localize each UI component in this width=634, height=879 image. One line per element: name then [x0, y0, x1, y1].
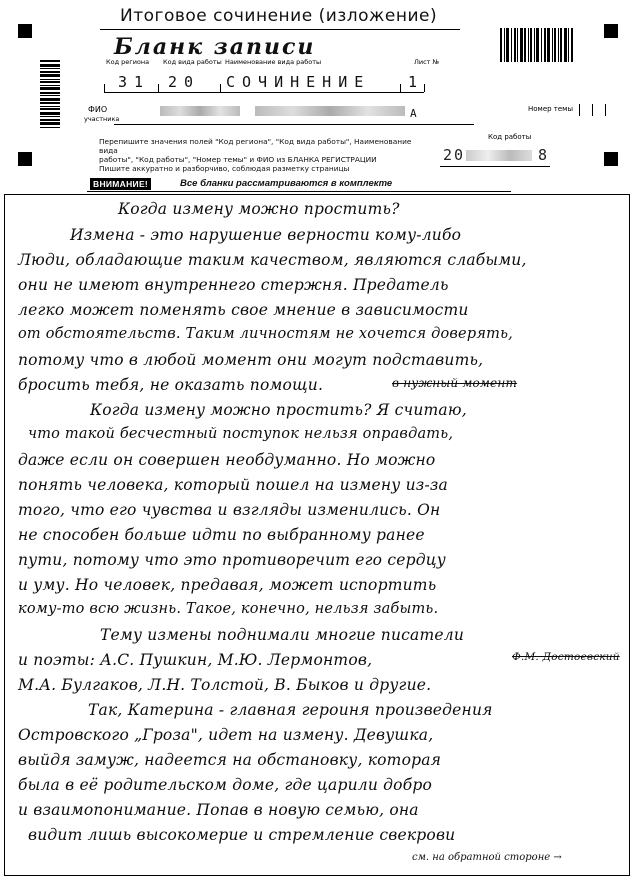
instruction-line: работы", "Код работы", "Номер темы" и ФИО из БЛАНКА РЕГИСТРАЦИИ — [99, 155, 377, 164]
essay-line: видит лишь высокомерие и стремление свекрови — [28, 826, 456, 844]
essay-line: и взаимопонимание. Попав в новую семью, она — [18, 801, 419, 819]
field-baseline — [104, 92, 424, 93]
fio-redacted — [160, 106, 240, 116]
field-separator — [104, 84, 105, 92]
corner-marker — [18, 24, 32, 38]
continuation-note: см. на обратной стороне → — [412, 852, 562, 863]
corner-marker — [604, 24, 618, 38]
essay-line: бросить тебя, не оказать помощи. — [18, 376, 324, 394]
essay-line: и уму. Но человек, предавая, может испортить — [18, 576, 437, 594]
essay-line: понять человека, который пошел на измену из-за — [18, 476, 448, 494]
work-code-end: 8 — [538, 146, 550, 164]
instructions — [99, 137, 419, 173]
essay-line: от обстоятельств. Таким личностям не хочется доверять, — [18, 326, 513, 342]
essay-line: М.А. Булгаков, Л.Н. Толстой, В. Быков и другие. — [18, 676, 432, 694]
essay-line: они не имеют внутреннего стержня. Предатель — [18, 276, 449, 294]
essay-line: потому что в любой момент они могут подставить, — [18, 351, 484, 369]
blank-heading: Бланк записи — [114, 34, 316, 60]
form-title: Итоговое сочинение (изложение) — [120, 6, 438, 26]
essay-line: Когда измену можно простить? Я считаю, — [90, 401, 467, 419]
corner-marker — [604, 152, 618, 166]
essay-line: Островского „Гроза", идет на измену. Девушка, — [18, 726, 434, 744]
instruction-line: Перепишите значения полей "Код региона", "Код вида работы", Наименование вида — [99, 137, 412, 155]
topic-number-label: Номер темы — [528, 105, 573, 113]
field-separator — [400, 84, 401, 92]
attention-text: Все бланки рассматриваются в комплекте — [180, 178, 393, 189]
fio-redacted — [255, 106, 405, 116]
essay-line: не способен больше идти по выбранному ранее — [18, 526, 425, 544]
essay-line: что такой бесчестный поступок нельзя оправдать, — [28, 426, 454, 442]
essay-line: даже если он совершен необдуманно. Но можно — [18, 451, 436, 469]
essay-line: и поэты: А.С. Пушкин, М.Ю. Лермонтов, — [18, 651, 373, 669]
work-type-code-label: Код вида работы — [163, 58, 222, 66]
title-underline — [100, 29, 460, 30]
field-separator — [424, 84, 425, 92]
sheet-number-value: 1 — [408, 73, 425, 91]
region-code-value: 31 — [118, 73, 151, 91]
field-separator — [220, 84, 221, 92]
essay-line: пути, потому что это противоречит его сердцу — [18, 551, 446, 569]
barcode — [500, 28, 573, 62]
essay-line: легко может поменять свое мнение в зависимости — [18, 301, 469, 319]
attention-badge: ВНИМАНИЕ! — [90, 178, 151, 190]
work-code-start: 20 — [443, 146, 466, 164]
essay-line: кому-то всю жизнь. Такое, конечно, нельзя забыть. — [18, 601, 439, 617]
struck-text: Ф.М. Достоевский — [512, 651, 620, 663]
fio-label: ФИО — [88, 105, 108, 114]
corner-marker — [18, 152, 32, 166]
struck-text: в нужный момент — [392, 376, 518, 390]
participant-label: участника — [84, 115, 120, 123]
work-code-baseline — [440, 166, 550, 167]
essay-line: Когда измену можно простить? — [118, 200, 400, 218]
fio-tail-value: А — [410, 107, 417, 120]
work-type-code-value: 20 — [168, 73, 201, 91]
vertical-barcode — [40, 60, 60, 129]
work-type-name-value: СОЧИНЕНИЕ — [226, 73, 371, 91]
essay-line: была в её родительском доме, где царили добро — [18, 776, 433, 794]
work-code-label: Код работы — [488, 133, 532, 141]
essay-line: выйдя замуж, надеется на обстановку, которая — [18, 751, 442, 769]
essay-line: Тему измены поднимали многие писатели — [100, 626, 465, 644]
work-code-redacted — [466, 150, 532, 161]
topic-number-box — [592, 104, 603, 116]
region-code-label: Код региона — [106, 58, 150, 66]
topic-number-box — [579, 104, 590, 116]
essay-line: того, что его чувства и взгляды изменились. Он — [18, 501, 441, 519]
topic-number-box — [605, 104, 616, 116]
field-separator — [158, 84, 159, 92]
work-type-name-label: Наименование вида работы — [225, 58, 322, 66]
instruction-line: Пишите аккуратно и разборчиво, соблюдая разметку страницы — [99, 164, 350, 173]
fio-baseline — [114, 124, 474, 125]
sheet-number-label: Лист № — [414, 58, 440, 66]
essay-line: Измена - это нарушение верности кому-либо — [70, 226, 462, 244]
essay-line: Так, Катерина - главная героиня произведения — [88, 701, 493, 719]
essay-line: Люди, обладающие таким качеством, являются слабыми, — [18, 251, 527, 269]
